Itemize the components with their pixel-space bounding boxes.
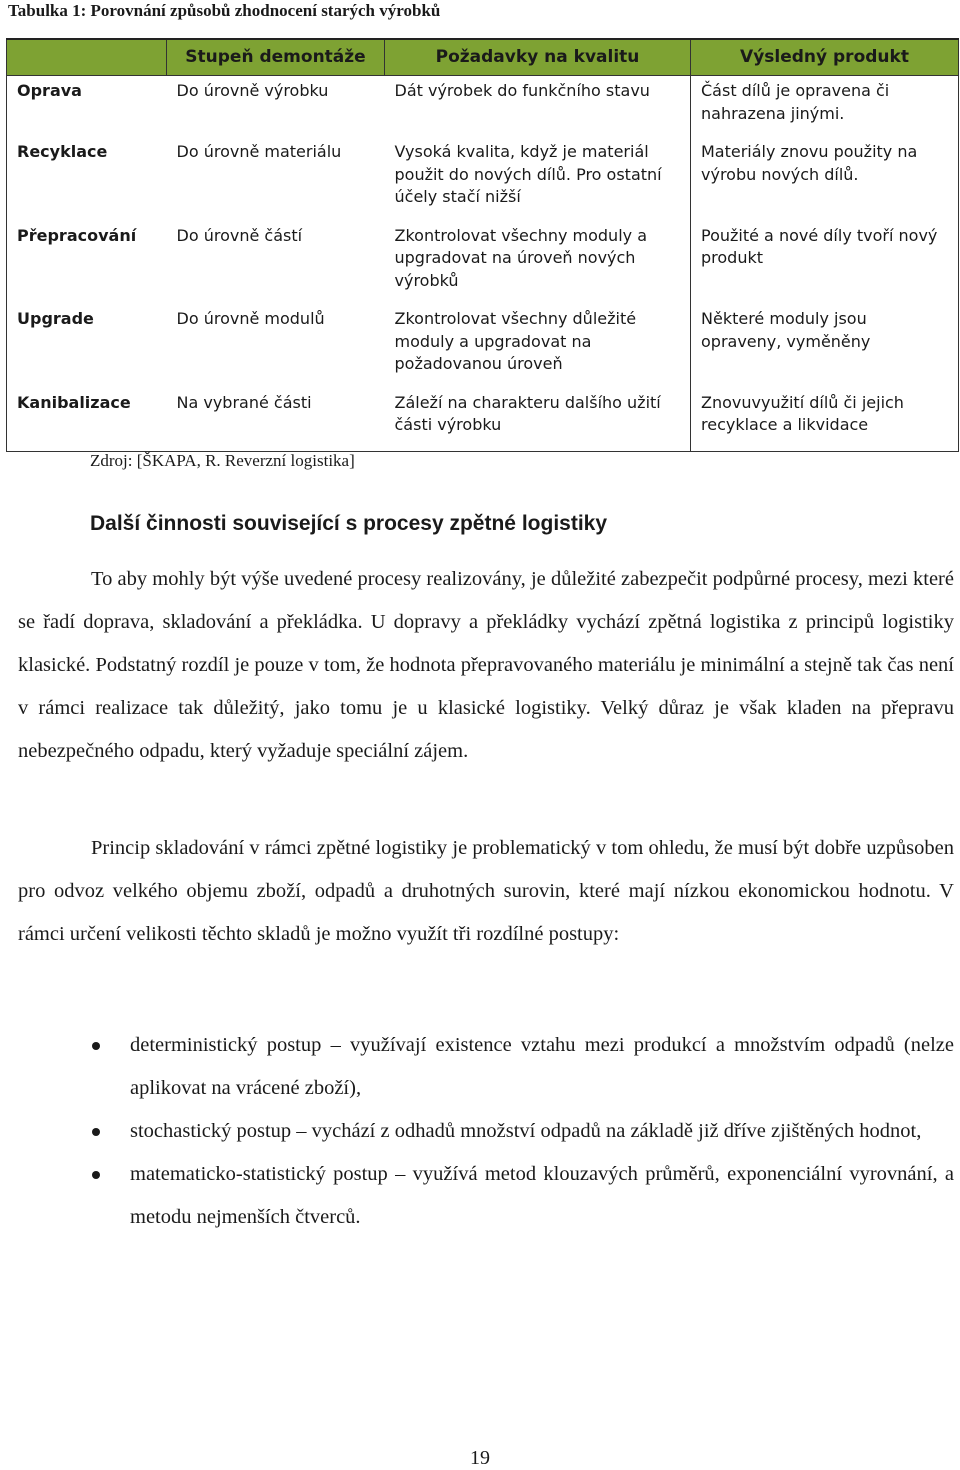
table-cell: Zkontrolovat všechny moduly a upgradovat na úroveň nových výrobků xyxy=(394,225,647,290)
bullet-icon xyxy=(92,1128,100,1136)
table-cell: Část dílů je opravena či nahrazena jinými. xyxy=(691,76,959,140)
comparison-table xyxy=(6,38,959,452)
table-cell: Použité a nové díly tvoří nový produkt xyxy=(691,223,959,307)
table-row xyxy=(7,76,959,140)
row-label: Upgrade xyxy=(7,306,167,390)
table-cell: Do úrovně modulů xyxy=(176,309,325,328)
table-row xyxy=(7,390,959,452)
row-label: Oprava xyxy=(7,76,167,140)
table-cell: Do úrovně materiálu xyxy=(176,142,342,161)
section-heading: Další činnosti související s procesy zpětné logistiky xyxy=(90,512,608,535)
table-cell: Znovuvyužití dílů či jejich recyklace a likvidace xyxy=(691,390,959,452)
header-cell-quality: Požadavky na kvalitu xyxy=(385,39,691,76)
table-cell: Na vybrané části xyxy=(167,390,385,452)
header-cell-result: Výsledný produkt xyxy=(691,39,959,76)
paragraph: Princip skladování v rámci zpětné logistiky je problematický v tom ohledu, že musí být dobře uzpůsoben pro odvoz velkého objemu zboží, odpadů a druhotných surovin, které mají nízkou ekonomickou hodnotu. V rámci určení velikosti těchto skladů je možno využít tři rozdílné postupy: xyxy=(18,837,954,945)
header-cell-disassembly: Stupeň demontáže xyxy=(167,39,385,76)
bullet-icon xyxy=(92,1042,100,1050)
list-item xyxy=(0,1110,954,1153)
list-item xyxy=(0,1024,954,1110)
table-row xyxy=(7,223,959,307)
list-item-text: deterministický postup – využívají existence vztahu mezi produkcí a množstvím odpadů (nelze aplikovat na vrácené zboží), xyxy=(130,1034,954,1099)
row-label: Recyklace xyxy=(7,139,167,223)
table-cell: Zkontrolovat všechny důležité moduly a upgradovat na požadovanou úroveň xyxy=(394,309,637,373)
list-item-text: matematicko-statistický postup – využívá metod klouzavých průměrů, exponenciální vyrovnání, a metodu nejmenších čtverců. xyxy=(130,1163,954,1228)
table-cell: Záleží na charakteru dalšího užití části výrobku xyxy=(385,390,691,452)
table-row xyxy=(7,306,959,390)
list-item-text: stochastický postup – vychází z odhadů množství odpadů na základě již dříve zjištěných hodnot, xyxy=(130,1120,922,1142)
header-cell-empty xyxy=(7,39,167,76)
table-source: Zdroj: [ŠKAPA, R. Reverzní logistika] xyxy=(90,451,355,470)
table-cell: Do úrovně výrobku xyxy=(167,76,385,140)
table-header-row xyxy=(7,39,959,76)
row-label: Přepracování xyxy=(7,223,167,307)
table-cell: Vysoká kvalita, když je materiál použit do nových dílů. Pro ostatní účely stačí nižší xyxy=(394,142,662,206)
table-cell: Do úrovně částí xyxy=(176,225,303,245)
bullet-list xyxy=(0,1024,954,1239)
table-cell: Některé moduly jsou opraveny, vyměněny xyxy=(691,306,959,390)
list-item xyxy=(0,1153,954,1239)
table-cell: Dát výrobek do funkčního stavu xyxy=(385,76,691,140)
bullet-icon xyxy=(92,1171,100,1179)
table-caption: Tabulka 1: Porovnání způsobů zhodnocení starých výrobků xyxy=(8,1,441,20)
table-row xyxy=(7,139,959,223)
table-cell: Materiály znovu použity na výrobu nových dílů. xyxy=(691,139,959,223)
row-label: Kanibalizace xyxy=(7,390,167,452)
page-number: 19 xyxy=(470,1447,490,1469)
paragraph: To aby mohly být výše uvedené procesy realizovány, je důležité zabezpečit podpůrné procesy, mezi které se řadí doprava, skladování a překládka. U dopravy a překládky vychází zpětná logistika z principů logistiky klasické. Podstatný rozdíl je pouze v tom, že hodnota přepravovaného materiálu je minimální a stejně tak čas není v rámci realizace tak důležitý, jako tomu je u klasické logistiky. Velký důraz je však kladen na přepravu nebezpečného odpadu, který vyžaduje speciální zájem. xyxy=(18,568,954,762)
